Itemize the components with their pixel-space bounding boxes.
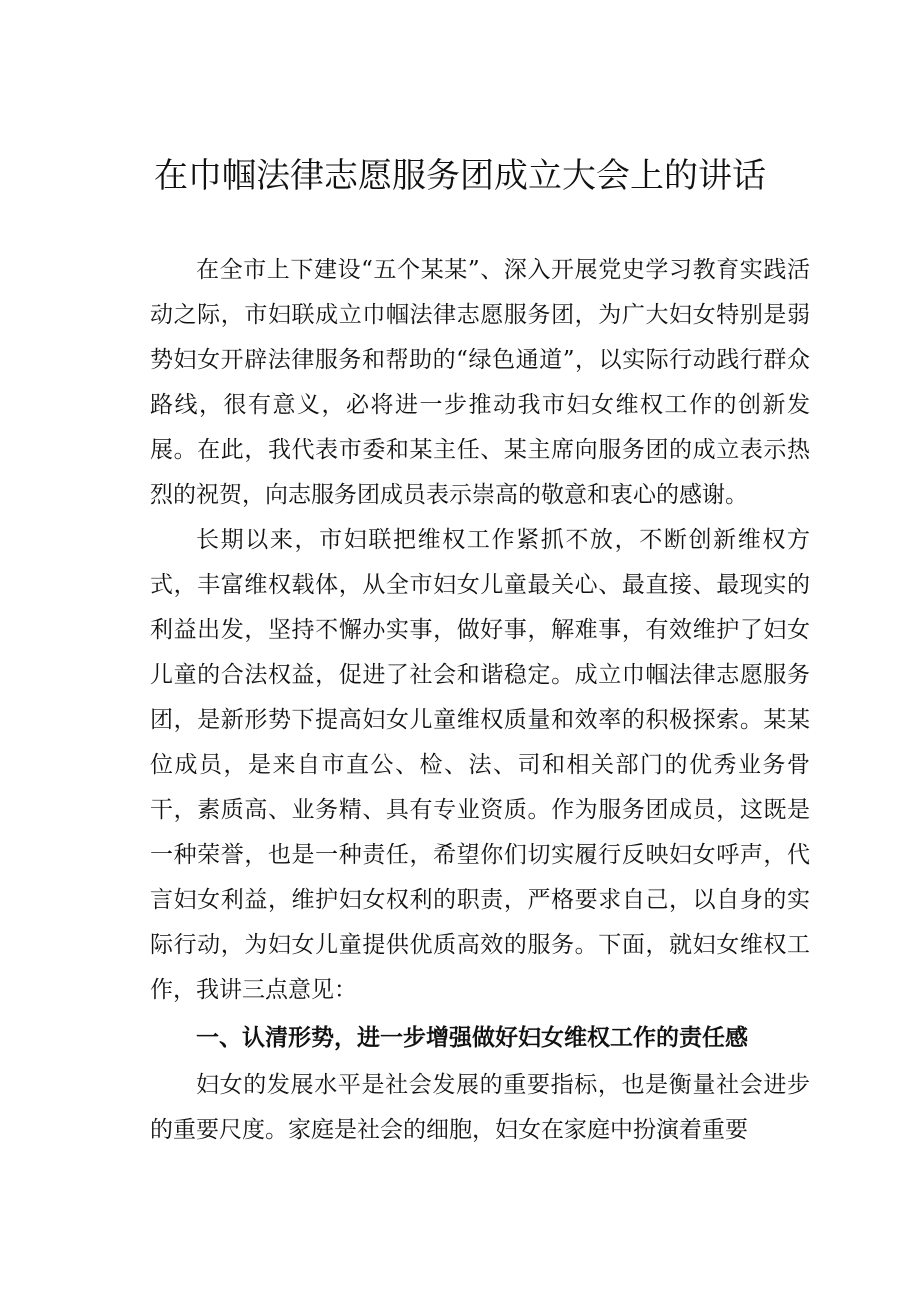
document-title: 在巾帼法律志愿服务团成立大会上的讲话 [154,156,766,196]
document-body [150,248,810,1153]
paragraph-intro: 在全市上下建设“五个某某”、深入开展党史学习教育实践活动之际，市妇联成立巾帼法律志愿服务团，为广大妇女特别是弱势妇女开辟法律服务和帮助的“绿色通道”，以实际行动践行群众路线，很有意义，必将进一步推动我市妇女维权工作的创新发展。在此，我代表市委和某主任、某主席向服务团的成立表示热烈的祝贺，向志服务团成员表示崇高的敬意和衷心的感谢。 [150,257,810,508]
section-heading: 一、认清形势，进一步增强做好妇女维权工作的责任感 [196,1025,748,1051]
paragraph-background: 长期以来，市妇联把维权工作紧抓不放，不断创新维权方式，丰富维权载体，从全市妇女儿童最关心、最直接、最现实的利益出发，坚持不懈办实事，做好事，解难事，有效维护了妇女儿童的合法权益，促进了社会和谐稳定。成立巾帼法律志愿服务团，是新形势下提高妇女儿童维权质量和效率的积极探索。某某位成员，是来自市直公、检、法、司和相关部门的优秀业务骨干，素质高、业务精、具有专业资质。作为服务团成员，这既是一种荣誉，也是一种责任，希望你们切实履行反映妇女呼声，代言妇女利益，维护妇女权利的职责，严格要求自己，以自身的实际行动，为妇女儿童提供优质高效的服务。下面，就妇女维权工作，我讲三点意见： [150,527,810,1003]
paragraph-section-one: 妇女的发展水平是社会发展的重要指标，也是衡量社会进步的重要尺度。家庭是社会的细胞，妇女在家庭中扮演着重要 [150,1072,810,1143]
